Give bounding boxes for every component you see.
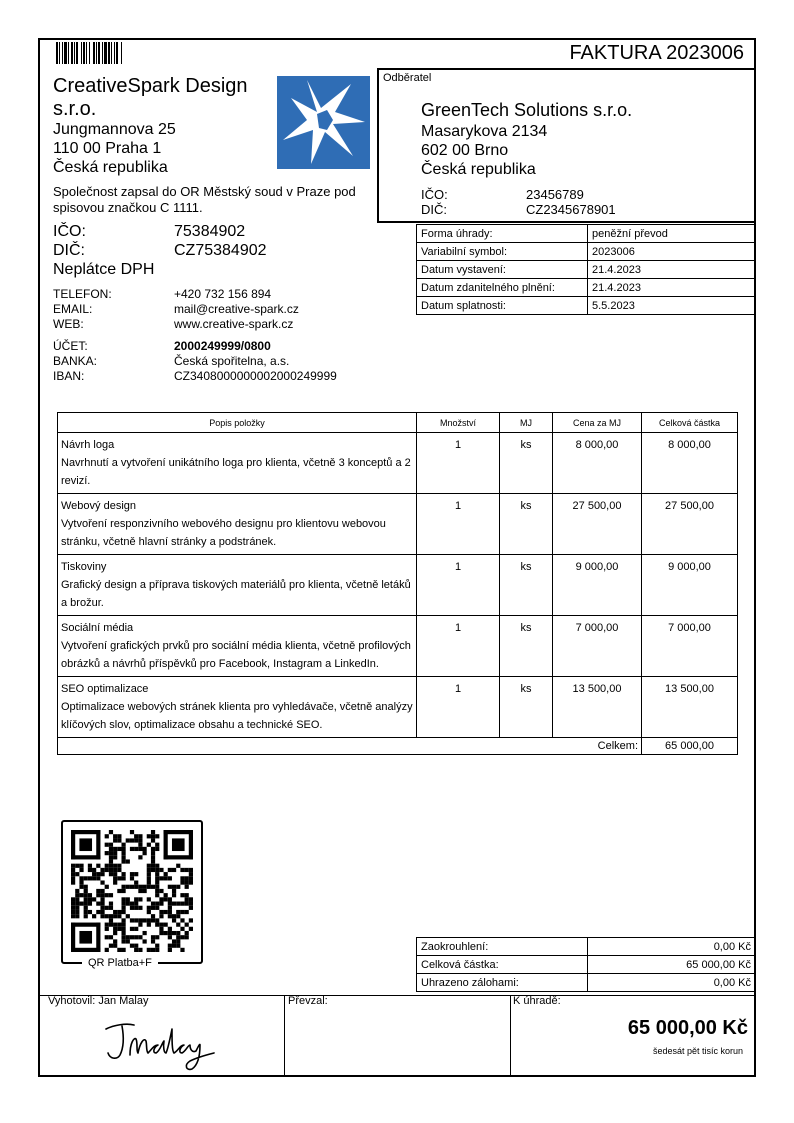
customer-address [421, 122, 547, 179]
payment-label: Datum zdanitelného plnění: [417, 279, 588, 297]
received-by: Převzal: [288, 995, 328, 1007]
customer-city: 602 00 Brno [421, 142, 509, 159]
customer-name: GreenTech Solutions s.r.o. [421, 100, 633, 120]
supplier-contacts [53, 287, 337, 384]
item-unit: ks [500, 494, 553, 555]
item-unit: ks [500, 433, 553, 494]
header-qty: Množství [417, 413, 500, 433]
item-title: Sociální média [61, 622, 134, 634]
issued-by: Vyhotovil: Jan Malay [48, 995, 149, 1007]
summary-row [417, 974, 756, 992]
web-value: www.creative-spark.cz [174, 317, 294, 331]
payment-value: 21.4.2023 [588, 261, 756, 279]
item-description-cell [58, 433, 417, 494]
customer-street: Masarykova 2134 [421, 123, 548, 140]
payment-row [417, 243, 756, 261]
qr-frame [61, 820, 203, 964]
web-label: WEB: [53, 317, 84, 331]
payment-row [417, 297, 756, 315]
payment-row [417, 261, 756, 279]
customer-ico-label: IČO: [421, 187, 448, 202]
summary-label: Celková částka: [417, 956, 588, 974]
payment-value: 21.4.2023 [588, 279, 756, 297]
phone-value: +420 732 156 894 [174, 287, 272, 301]
items-total-value: 65 000,00 [642, 738, 738, 755]
item-description-cell [58, 677, 417, 738]
item-description-cell [58, 494, 417, 555]
phone-label: TELEFON: [53, 287, 112, 301]
item-title: Návrh loga [61, 439, 115, 451]
customer-dic: CZ2345678901 [526, 202, 616, 217]
payment-label: Forma úhrady: [417, 225, 588, 243]
customer-ico: 23456789 [526, 187, 584, 202]
item-price: 9 000,00 [553, 555, 642, 616]
summary-table [416, 937, 756, 992]
header-price: Cena za MJ [553, 413, 642, 433]
table-row [58, 616, 738, 677]
due-amount: 65 000,00 Kč [627, 1017, 748, 1039]
qr-label: QR Platba+F [82, 957, 158, 969]
qr-code-icon [71, 830, 193, 952]
item-description: Vytvoření responzivního webového designu pro klientovu webovou stránku, včetně hlavní stránky a podstránek. [61, 518, 386, 548]
items-header-row [58, 413, 738, 433]
item-total: 13 500,00 [642, 677, 738, 738]
item-title: SEO optimalizace [61, 683, 149, 695]
payment-value: 2023006 [588, 243, 756, 261]
account-label: ÚČET: [53, 339, 88, 353]
account-value: 2000249999/0800 [174, 339, 271, 353]
item-unit: ks [500, 616, 553, 677]
dic-value: CZ75384902 [174, 242, 267, 259]
items-total-row [58, 738, 738, 755]
footer-divider [510, 995, 511, 1077]
item-title: Tiskoviny [61, 561, 107, 573]
email-value: mail@creative-spark.cz [174, 302, 299, 316]
summary-row [417, 956, 756, 974]
item-qty: 1 [417, 555, 500, 616]
header-desc: Popis položky [58, 413, 417, 433]
bank-label: BANKA: [53, 354, 98, 368]
item-total: 9 000,00 [642, 555, 738, 616]
payment-value: peněžní převod [588, 225, 756, 243]
header-unit: MJ [500, 413, 553, 433]
payment-label: Variabilní symbol: [417, 243, 588, 261]
invoice-title: FAKTURA 2023006 [569, 42, 744, 64]
payment-row [417, 225, 756, 243]
item-qty: 1 [417, 616, 500, 677]
items-table [57, 412, 738, 755]
email-label: EMAIL: [53, 302, 93, 316]
item-qty: 1 [417, 677, 500, 738]
summary-label: Uhrazeno zálohami: [417, 974, 588, 992]
payment-label: Datum vystavení: [417, 261, 588, 279]
dic-label: DIČ: [53, 242, 85, 259]
item-description: Navrhnutí a vytvoření unikátního loga pro klienta, včetně 3 konceptů a 2 revizí. [61, 457, 411, 487]
due-amount-words: šedesát pět tisíc korun [652, 1046, 743, 1056]
summary-row [417, 938, 756, 956]
due-label: K úhradě: [513, 995, 561, 1007]
iban-label: IBAN: [53, 369, 85, 383]
footer-divider [284, 995, 285, 1077]
item-price: 27 500,00 [553, 494, 642, 555]
ico-value: 75384902 [174, 223, 246, 240]
bank-value: Česká spořitelna, a.s. [174, 354, 290, 368]
item-total: 8 000,00 [642, 433, 738, 494]
item-unit: ks [500, 677, 553, 738]
item-description: Vytvoření grafických prvků pro sociální média klienta, včetně profilových obrázků a návrhů příspěvků pro Facebook, Instagram a LinkedIn. [61, 640, 411, 670]
supplier-ids [53, 222, 267, 279]
item-price: 13 500,00 [553, 677, 642, 738]
items-total-label: Celkem: [58, 738, 642, 755]
payment-value: 5.5.2023 [588, 297, 756, 315]
item-total: 27 500,00 [642, 494, 738, 555]
customer-ids [421, 187, 616, 217]
item-title: Webový design [61, 500, 137, 512]
payment-row [417, 279, 756, 297]
item-qty: 1 [417, 433, 500, 494]
item-description-cell [58, 555, 417, 616]
item-description: Grafický design a příprava tiskových materiálů pro klienta, včetně letáků a brožur. [61, 579, 411, 609]
company-logo [277, 76, 370, 169]
item-description: Optimalizace webových stránek klienta pro vyhledávače, včetně analýzy klíčových slov, optimalizace obsahu a technické SEO. [61, 701, 413, 731]
supplier-country: Česká republika [53, 159, 168, 176]
supplier-name: CreativeSpark Design s.r.o. [53, 75, 248, 120]
item-unit: ks [500, 555, 553, 616]
table-row [58, 677, 738, 738]
ico-label: IČO: [53, 223, 86, 240]
table-row [58, 433, 738, 494]
payment-table [416, 224, 756, 315]
item-description-cell [58, 616, 417, 677]
table-row [58, 555, 738, 616]
table-row [58, 494, 738, 555]
customer-box [377, 68, 756, 223]
signature-image [100, 1015, 220, 1073]
supplier-street: Jungmannova 25 [53, 121, 176, 138]
supplier-address [53, 120, 176, 177]
customer-country: Česká republika [421, 161, 536, 178]
header-total: Celková částka [642, 413, 738, 433]
summary-value: 65 000,00 Kč [588, 956, 756, 974]
barcode-icon [56, 42, 140, 64]
item-price: 8 000,00 [553, 433, 642, 494]
summary-value: 0,00 Kč [588, 974, 756, 992]
item-qty: 1 [417, 494, 500, 555]
payment-label: Datum splatnosti: [417, 297, 588, 315]
summary-value: 0,00 Kč [588, 938, 756, 956]
item-total: 7 000,00 [642, 616, 738, 677]
customer-dic-label: DIČ: [421, 202, 447, 217]
supplier-city: 110 00 Praha 1 [53, 140, 162, 157]
summary-label: Zaokrouhlení: [417, 938, 588, 956]
item-price: 7 000,00 [553, 616, 642, 677]
vat-status: Neplátce DPH [53, 261, 155, 278]
customer-label: Odběratel [383, 72, 432, 84]
iban-value: CZ3408000000002000249999 [174, 369, 337, 383]
star-burst-logo [277, 76, 370, 169]
registration-note: Společnost zapsal do OR Městský soud v Praze pod spisovou značkou C 1111. [53, 184, 356, 215]
